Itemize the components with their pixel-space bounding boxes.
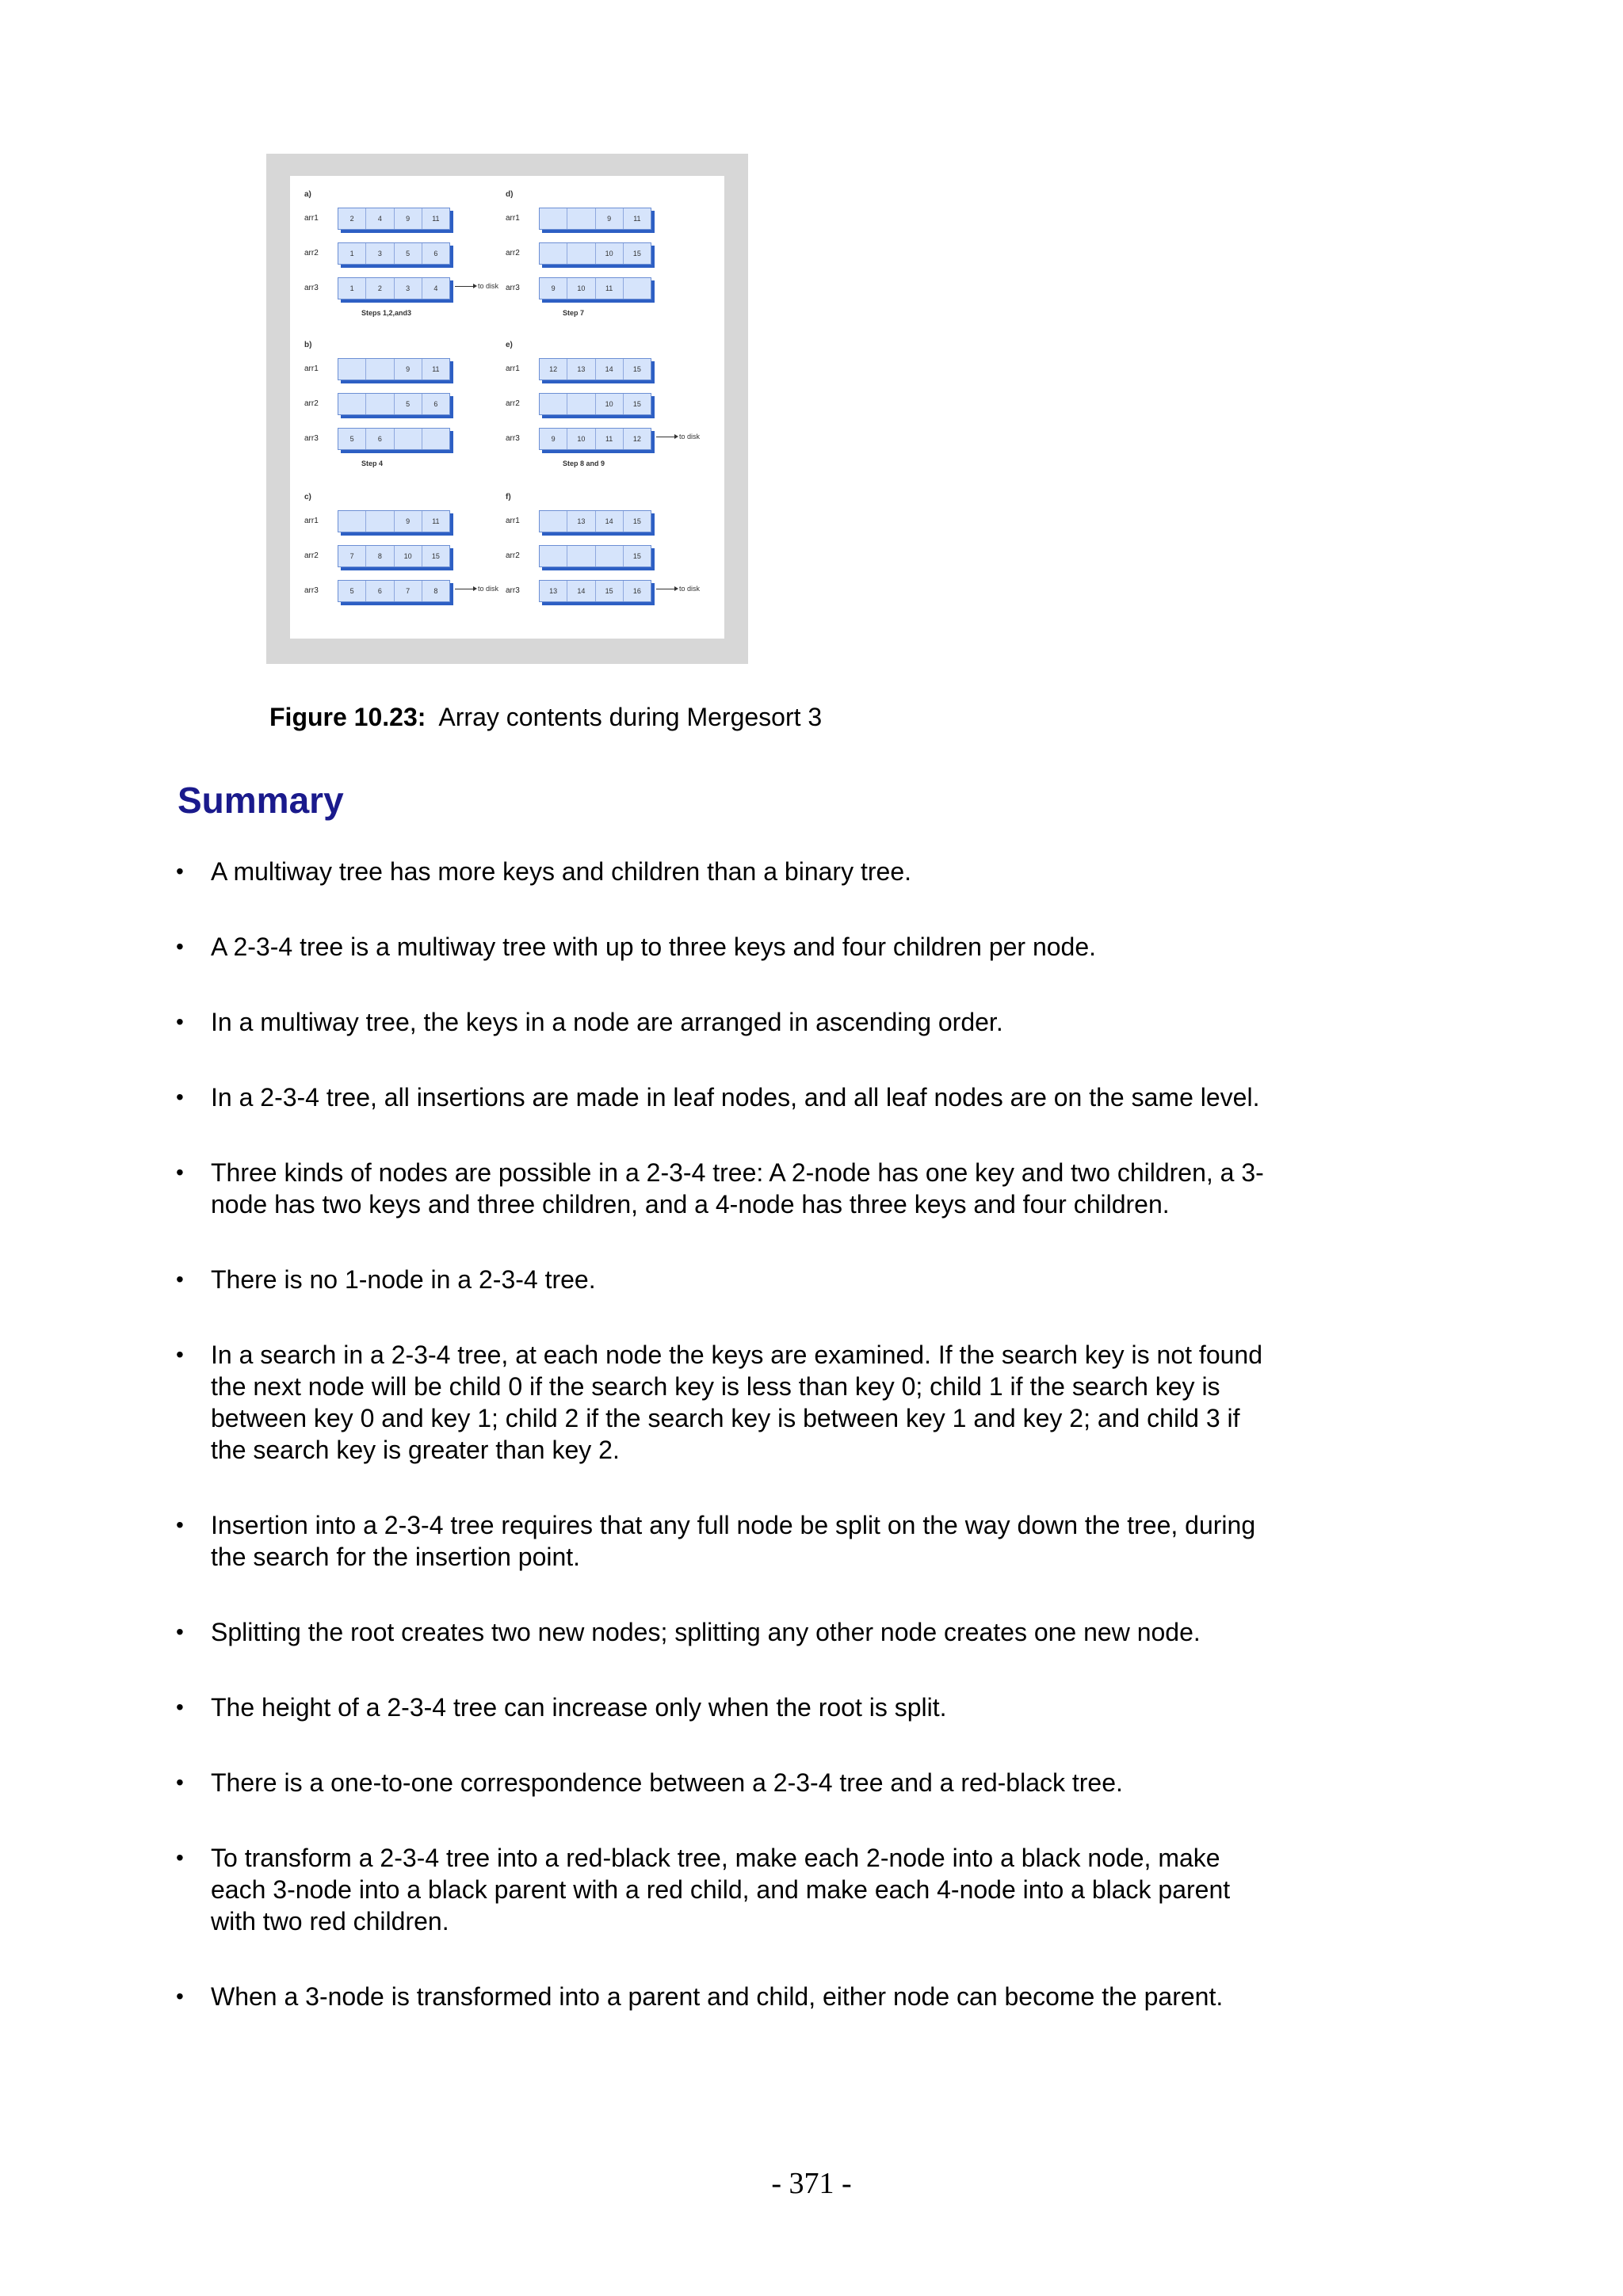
array-name: arr2 — [304, 399, 319, 408]
array-box — [338, 545, 450, 567]
array-cell: 15 — [431, 552, 440, 560]
step-label: Step 8 and 9 — [563, 460, 605, 467]
array-name: arr1 — [506, 364, 520, 373]
summary-list — [176, 856, 1277, 2012]
array-cell: 9 — [540, 278, 567, 299]
figure-image — [266, 154, 748, 664]
array-cell: 6 — [433, 400, 438, 408]
summary-bullet: • A 2-3-4 tree is a multiway tree with up to three keys and four children per node. — [176, 931, 1277, 963]
array-cell — [422, 429, 449, 449]
array-box — [539, 545, 651, 567]
array-cell — [540, 394, 567, 414]
to-disk-arrow — [656, 585, 700, 593]
array-name: arr3 — [304, 284, 319, 292]
array-cell — [366, 511, 394, 532]
array-cell: 7 — [395, 581, 422, 601]
array-box — [539, 277, 651, 299]
array-cell: 10 — [395, 546, 422, 566]
array-cell: 6 — [366, 429, 394, 449]
array-cell: 15 — [596, 581, 624, 601]
array-cell: 4 — [366, 208, 394, 229]
array-cell: 9 — [395, 359, 422, 379]
array-name: arr3 — [304, 434, 319, 443]
summary-bullet: • Splitting the root creates two new nodes; splitting any other node creates one new node. — [176, 1616, 1277, 1648]
array-cell — [366, 394, 394, 414]
array-cell: 1 — [338, 278, 366, 299]
array-cell: 5 — [395, 394, 422, 414]
array-name: arr1 — [304, 214, 319, 223]
array-cell: 14 — [596, 359, 624, 379]
summary-bullet: • The height of a 2-3-4 tree can increase only when the root is split. — [176, 1691, 1277, 1723]
array-box — [539, 208, 651, 230]
array-name: arr1 — [506, 517, 520, 525]
figure-caption-label: Figure 10.23: — [269, 703, 426, 731]
array-cell: 9 — [395, 208, 422, 229]
array-cell: 15 — [632, 517, 641, 525]
summary-bullet: • A multiway tree has more keys and children than a binary tree. — [176, 856, 1277, 887]
step-label: Steps 1,2,and3 — [361, 309, 412, 317]
figure-canvas — [290, 176, 724, 639]
array-name: arr2 — [506, 249, 520, 257]
array-cell: 11 — [633, 215, 641, 223]
to-disk-label: to disk — [478, 282, 499, 290]
array-name: arr2 — [304, 551, 319, 560]
array-row — [506, 545, 767, 569]
array-name: arr2 — [304, 249, 319, 257]
to-disk-arrow — [455, 282, 498, 290]
to-disk-label: to disk — [478, 585, 499, 593]
page-number: - 371 - — [771, 2167, 852, 2200]
summary-bullet: • When a 3-node is transformed into a parent and child, either node can become the parent. — [176, 1981, 1277, 2012]
array-cell: 7 — [338, 546, 366, 566]
array-cell — [338, 511, 366, 532]
array-name: arr2 — [506, 399, 520, 408]
array-box — [539, 358, 651, 380]
array-cell: 11 — [432, 215, 440, 223]
array-cell — [567, 208, 595, 229]
array-name: arr3 — [506, 434, 520, 443]
to-disk-arrow — [455, 585, 498, 593]
array-cell — [540, 243, 567, 264]
array-cell — [540, 546, 567, 566]
summary-bullet: • In a 2-3-4 tree, all insertions are made in leaf nodes, and all leaf nodes are on the same level. — [176, 1081, 1277, 1113]
array-box — [539, 242, 651, 265]
array-cell — [567, 394, 595, 414]
array-box — [338, 428, 450, 450]
array-cell: 13 — [567, 511, 595, 532]
to-disk-label: to disk — [679, 585, 701, 593]
array-cell: 3 — [395, 278, 422, 299]
array-cell: 14 — [567, 581, 595, 601]
array-cell: 10 — [567, 278, 595, 299]
array-cell: 15 — [632, 250, 641, 257]
array-row — [506, 242, 767, 266]
array-box — [539, 580, 651, 602]
array-name: arr3 — [506, 586, 520, 595]
step-label: Step 4 — [361, 460, 384, 467]
panel-label: b) — [304, 341, 312, 349]
array-cell: 16 — [632, 587, 641, 595]
panel-label: d) — [506, 190, 514, 199]
array-cell: 13 — [540, 581, 567, 601]
array-cell: 11 — [432, 365, 440, 373]
summary-bullet: • To transform a 2-3-4 tree into a red-black tree, make each 2-node into a black node, make each 3-node into a black parent with a red child, and make each 4-node into a black parent with two red children. — [176, 1842, 1277, 1937]
array-box — [338, 277, 450, 299]
array-cell: 2 — [366, 278, 394, 299]
array-cell: 6 — [433, 250, 438, 257]
array-cell — [395, 429, 422, 449]
array-cell: 10 — [567, 429, 595, 449]
array-cell: 6 — [366, 581, 394, 601]
array-row — [506, 580, 767, 604]
array-cell — [540, 511, 567, 532]
array-name: arr1 — [304, 364, 319, 373]
array-cell: 2 — [338, 208, 366, 229]
array-cell: 15 — [632, 400, 641, 408]
array-row — [506, 510, 767, 534]
panel-label: f) — [506, 493, 511, 502]
step-label: Step 7 — [563, 309, 585, 317]
summary-bullet: • There is a one-to-one correspondence between a 2-3-4 tree and a red-black tree. — [176, 1767, 1277, 1798]
array-cell: 9 — [596, 208, 624, 229]
array-cell — [338, 394, 366, 414]
array-box — [539, 510, 651, 532]
array-cell — [567, 243, 595, 264]
array-name: arr1 — [304, 517, 319, 525]
summary-bullet: • In a multiway tree, the keys in a node are arranged in ascending order. — [176, 1006, 1277, 1038]
array-cell: 4 — [433, 284, 438, 292]
panel-label: e) — [506, 341, 513, 349]
figure-caption — [269, 703, 822, 732]
array-box — [338, 208, 450, 230]
array-cell: 15 — [632, 365, 641, 373]
array-cell: 12 — [632, 435, 641, 443]
array-name: arr1 — [506, 214, 520, 223]
array-cell — [540, 208, 567, 229]
array-cell — [596, 546, 624, 566]
array-cell: 3 — [366, 243, 394, 264]
array-row — [506, 393, 767, 417]
array-cell: 10 — [596, 243, 624, 264]
array-name: arr3 — [304, 586, 319, 595]
array-box — [338, 580, 450, 602]
array-cell: 1 — [338, 243, 366, 264]
summary-bullet: • Insertion into a 2-3-4 tree requires that any full node be split on the way down the tree, during the search for the insertion point. — [176, 1509, 1277, 1573]
array-row — [506, 277, 767, 301]
summary-bullet: • There is no 1-node in a 2-3-4 tree. — [176, 1264, 1277, 1295]
summary-bullet: • Three kinds of nodes are possible in a 2-3-4 tree: A 2-node has one key and two children, a 3-node has two keys and three children, and a 4-node has three keys and four children. — [176, 1157, 1277, 1220]
array-box — [338, 358, 450, 380]
array-cell: 12 — [540, 359, 567, 379]
array-cell: 11 — [596, 278, 624, 299]
array-cell: 13 — [567, 359, 595, 379]
array-row — [506, 358, 767, 382]
arrow-icon — [455, 286, 475, 287]
array-cell: 5 — [395, 243, 422, 264]
array-cell: 15 — [632, 552, 641, 560]
array-cell: 11 — [432, 517, 440, 525]
to-disk-label: to disk — [679, 433, 701, 441]
array-box — [338, 510, 450, 532]
panel-label: c) — [304, 493, 311, 502]
array-box — [338, 242, 450, 265]
to-disk-arrow — [656, 433, 700, 441]
summary-bullet: • In a search in a 2-3-4 tree, at each node the keys are examined. If the search key is not found the next node will be child 0 if the search key is less than key 0; child 1 if the search key is between key 0 and key 1; child 2 if the search key is between key 1 and key 2; and child 3 if the search key is greater than key 2. — [176, 1339, 1277, 1466]
array-cell — [338, 359, 366, 379]
panel-label: a) — [304, 190, 311, 199]
array-cell: 11 — [596, 429, 624, 449]
section-heading: Summary — [178, 780, 344, 821]
figure-caption-text: Array contents during Mergesort 3 — [438, 703, 823, 731]
array-cell — [366, 359, 394, 379]
array-box — [338, 393, 450, 415]
array-row — [506, 208, 767, 231]
array-cell: 10 — [596, 394, 624, 414]
array-box — [539, 428, 651, 450]
array-cell: 14 — [596, 511, 624, 532]
array-name: arr2 — [506, 551, 520, 560]
array-cell — [624, 278, 651, 299]
array-name: arr3 — [506, 284, 520, 292]
array-cell: 8 — [366, 546, 394, 566]
array-cell — [567, 546, 595, 566]
array-cell: 9 — [395, 511, 422, 532]
array-cell: 5 — [338, 429, 366, 449]
array-row — [506, 428, 767, 452]
array-box — [539, 393, 651, 415]
array-cell: 5 — [338, 581, 366, 601]
array-cell: 8 — [433, 587, 438, 595]
array-cell: 9 — [540, 429, 567, 449]
